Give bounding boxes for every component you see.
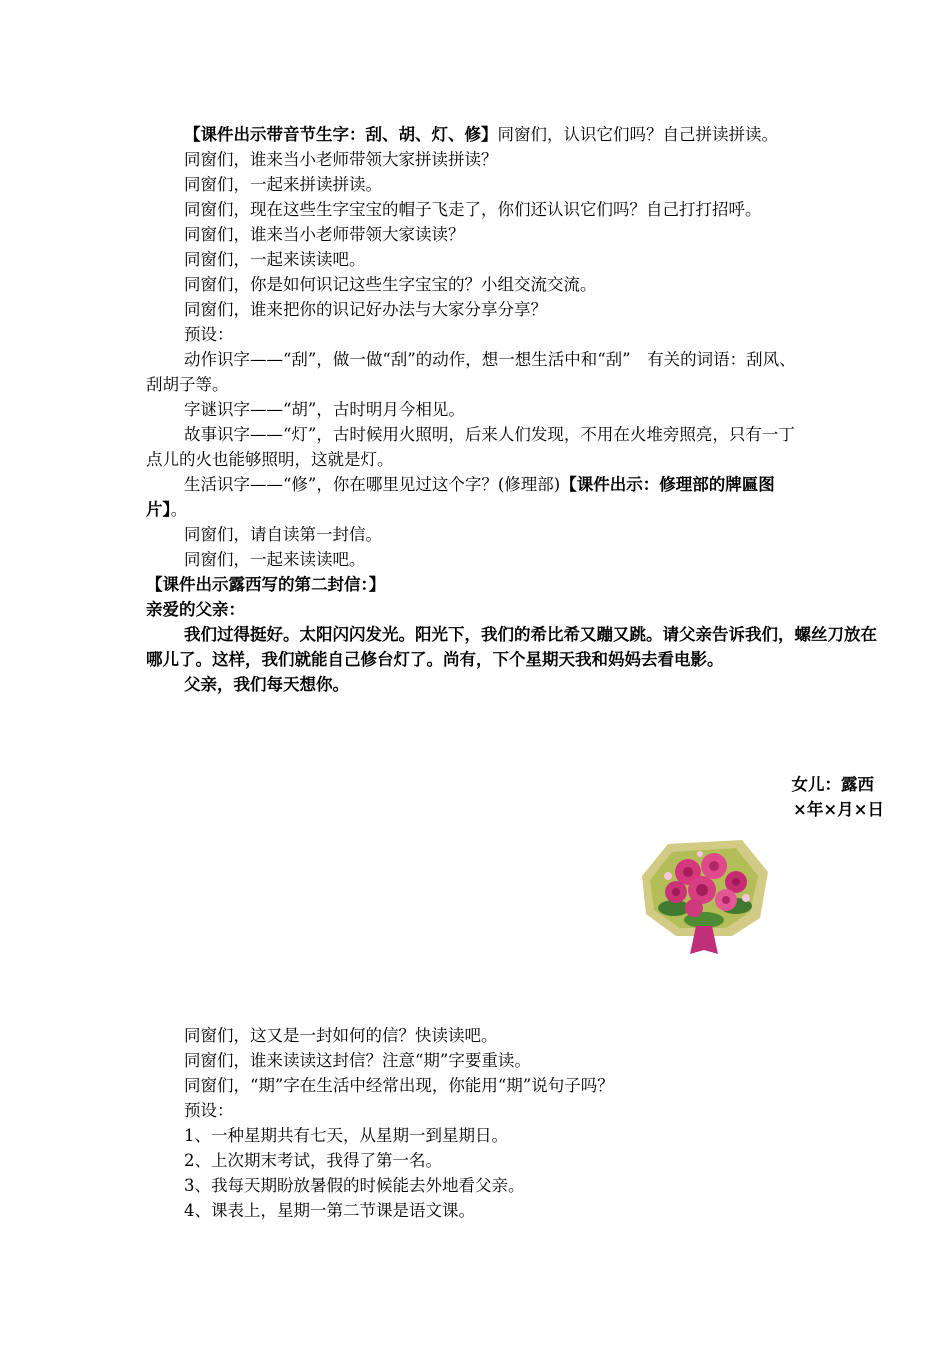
paragraph: 同窗们，这又是一封如何的信？快读读吧。 (184, 1026, 498, 1045)
lesson-part-2 (146, 1023, 806, 1223)
paragraph-preset: 预设： (184, 1101, 234, 1120)
paragraph-preset: 预设： (184, 325, 234, 344)
lesson-part-1 (146, 122, 877, 697)
paragraph-story-literacy: 故事识字——“灯”，古时候用火照明，后来人们发现，不用在火堆旁照亮，只有一丁点儿的火也能够照明，这就是灯。 (146, 425, 795, 469)
paragraph: 同窗们，请自读第一封信。 (184, 525, 382, 544)
letter-signature: 女儿：露西 (791, 775, 874, 794)
letter-body: 我们过得挺好。太阳闪闪发光。阳光下，我们的希比希又蹦又跳。请父亲告诉我们，螺丝刀放在哪儿了。这样，我们就能自己修台灯了。尚有，下个星期天我和妈妈去看电影。 (146, 625, 877, 669)
paragraph: 同窗们，谁来读读这封信？注意“期”字要重读。 (184, 1051, 531, 1070)
list-item: 1、一种星期共有七天，从星期一到星期日。 (184, 1126, 508, 1145)
flower-bouquet-image (638, 836, 770, 956)
paragraph-action-literacy: 动作识字——“刮”，做一做“刮”的动作，想一想生活中和“刮” 有关的词语：刮风、刮胡子等。 (146, 350, 796, 394)
paragraph: 同窗们，谁来当小老师带领大家拼读拼读？ (184, 150, 498, 169)
list-item: 4、课表上，星期一第二节课是语文课。 (184, 1201, 475, 1220)
paragraph: 同窗们，谁来当小老师带领大家读读？ (184, 225, 465, 244)
courseware-note: 【课件出示：修理部的牌匾图片】 (146, 475, 775, 519)
courseware-note: 【课件出示带音节生字：刮、胡、灯、修】 (184, 125, 498, 144)
letter-heading: 【课件出示露西写的第二封信：】 (146, 575, 386, 594)
paragraph-riddle-literacy: 字谜识字——“胡”，古时明月今相见。 (184, 400, 465, 419)
letter-date: ×年×月×日 (793, 800, 884, 819)
list-item: 3、我每天期盼放暑假的时候能去外地看父亲。 (184, 1176, 525, 1195)
list-item: 2、上次期末考试，我得了第一名。 (184, 1151, 442, 1170)
letter-greeting: 亲爱的父亲： (146, 600, 245, 619)
paragraph: 同窗们，现在这些生字宝宝的帽子飞走了，你们还认识它们吗？自己打打招呼。 (184, 200, 762, 219)
paragraph-life-literacy: 生活识字——“修”，你在哪里见过这个字？(修理部)【课件出示：修理部的牌匾图片】。 (146, 475, 775, 519)
paragraph: 同窗们，一起来读读吧。 (184, 550, 366, 569)
paragraph: 同窗们，一起来拼读拼读。 (184, 175, 382, 194)
letter-closing: 父亲，我们每天想你。 (184, 675, 349, 694)
paragraph: 同窗们，“期”字在生活中经常出现，你能用“期”说句子吗？ (184, 1076, 614, 1095)
paragraph: 同窗们，你是如何识记这些生字宝宝的？小组交流交流。 (184, 275, 597, 294)
paragraph-courseware-syllables: 【课件出示带音节生字：刮、胡、灯、修】同窗们，认识它们吗？自己拼读拼读。 (184, 125, 778, 144)
paragraph: 同窗们，谁来把你的识记好办法与大家分享分享？ (184, 300, 547, 319)
paragraph: 同窗们，一起来读读吧。 (184, 250, 366, 269)
